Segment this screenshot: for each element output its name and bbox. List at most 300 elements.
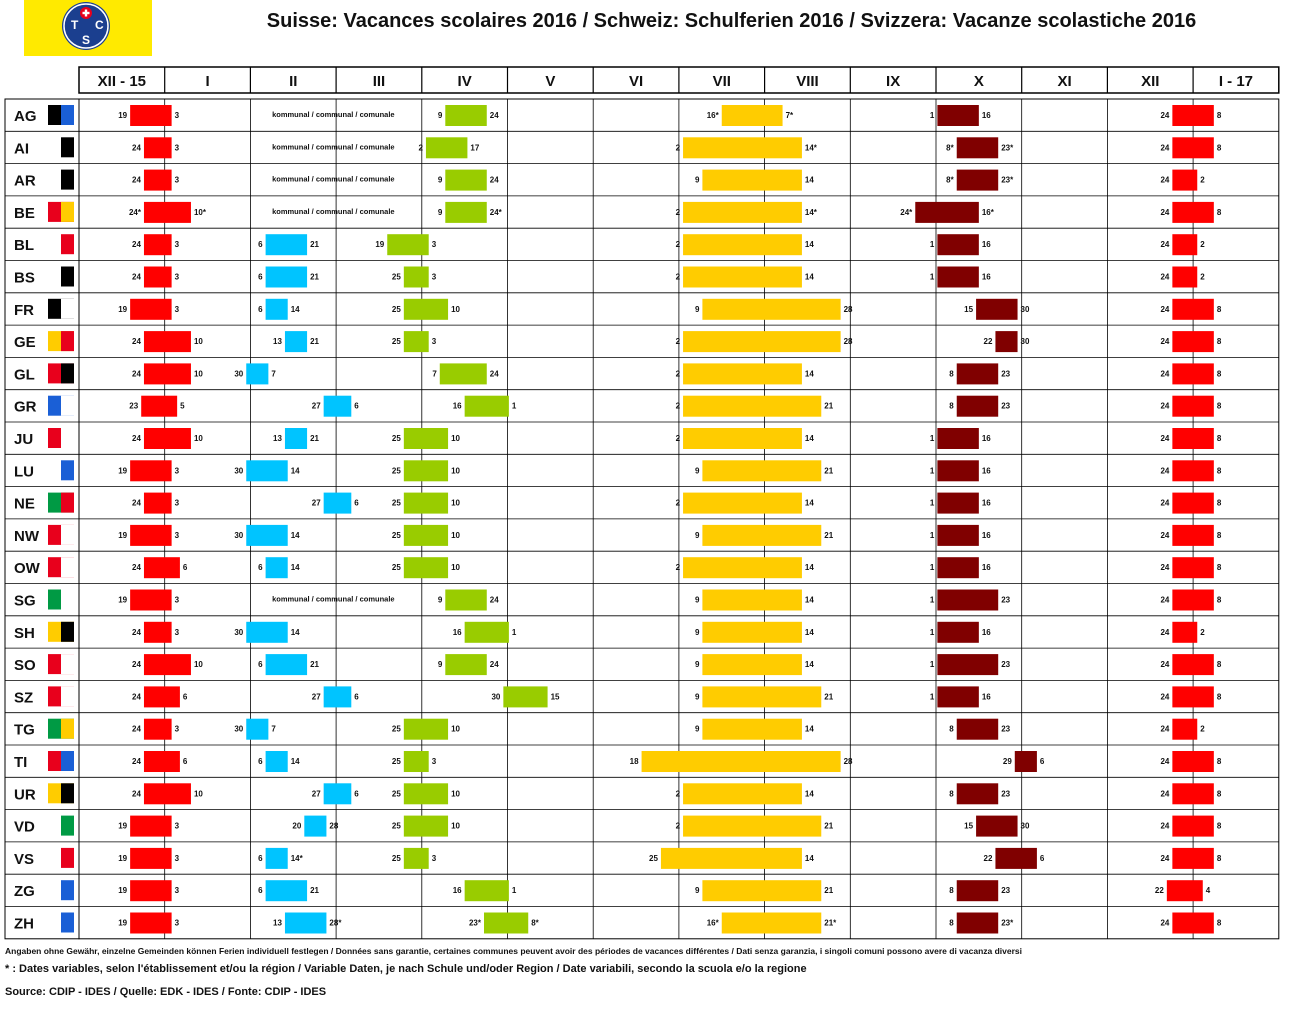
bar-end-label: 6 xyxy=(182,757,188,766)
canton-code-gl: GL xyxy=(14,366,35,384)
canton-flag-icon-part xyxy=(61,267,74,287)
bar-summer xyxy=(683,202,802,223)
bar-end-label: 6 xyxy=(354,789,359,799)
month-label: X xyxy=(973,73,984,90)
bar-spring xyxy=(445,202,486,223)
bar-start-label: 8 xyxy=(949,789,954,799)
bar-end-label: 14 xyxy=(804,272,814,282)
disclaimer-note: Angaben ohne Gewähr, einzelne Gemeinden können Ferien individuell festlegen / Données sans garantie, certaines communes peuvent avoir des périodes de vacances différentes / Dati senza garanzia, i singoli comuni possono avere di vacanza diversi xyxy=(5,946,1023,956)
bar-end-label: 21 xyxy=(824,466,834,476)
bar-winter xyxy=(144,557,180,578)
bar-february xyxy=(266,848,288,869)
canton-row-be xyxy=(5,196,1279,223)
canton-code-bl: BL xyxy=(14,237,34,255)
bar-start-label: 2 xyxy=(675,143,681,153)
bar-end-label: 6 xyxy=(354,498,359,508)
bar-spring xyxy=(404,525,448,546)
bar-start-label: 9 xyxy=(694,627,700,637)
bar-start-label: 24 xyxy=(1160,530,1170,540)
bar-end-label: 16 xyxy=(981,240,991,250)
bar-winter xyxy=(1172,202,1213,223)
bar-start-label: 19 xyxy=(375,240,385,250)
bar-autumn xyxy=(937,686,978,707)
bar-summer xyxy=(702,460,821,481)
bar-end-label: 8 xyxy=(1216,563,1222,573)
bar-end-label: 3 xyxy=(431,337,437,347)
bar-winter xyxy=(1172,137,1213,158)
bar-start-label: 9 xyxy=(437,207,443,217)
bar-start-label: 9 xyxy=(694,692,700,702)
bar-spring xyxy=(404,751,429,772)
canton-code-sz: SZ xyxy=(14,689,34,707)
bar-end-label: 28* xyxy=(329,918,342,928)
bar-start-label: 27 xyxy=(311,498,321,508)
canton-flag-icon-part xyxy=(61,493,74,513)
bar-start-label: 25 xyxy=(391,304,401,314)
bar-february xyxy=(285,913,326,934)
canton-code-sg: SG xyxy=(14,592,36,610)
bar-winter xyxy=(144,686,180,707)
bar-end-label: 23 xyxy=(1001,789,1011,799)
bar-end-label: 3 xyxy=(174,498,180,508)
bar-end-label: 17 xyxy=(470,143,480,153)
bar-start-label: 24 xyxy=(1160,369,1170,379)
bar-end-label: 10 xyxy=(451,530,460,540)
bar-start-label: 19 xyxy=(118,530,128,540)
bar-start-label: 30 xyxy=(234,530,244,540)
bar-start-label: 24 xyxy=(1160,175,1170,185)
canton-flag-icon-part xyxy=(61,719,74,739)
bar-autumn xyxy=(995,848,1036,869)
bar-end-label: 1 xyxy=(511,627,517,637)
bar-end-label: 16 xyxy=(981,563,991,573)
bar-end-label: 6 xyxy=(1039,757,1045,766)
bar-end-label: 24 xyxy=(489,369,499,379)
bar-start-label: 8 xyxy=(949,724,954,734)
bar-winter xyxy=(1172,525,1213,546)
bar-end-label: 21 xyxy=(310,660,319,670)
bar-spring xyxy=(445,170,486,191)
canton-code-tg: TG xyxy=(14,721,35,739)
bar-end-label: 14 xyxy=(804,789,814,799)
canton-code-bs: BS xyxy=(14,269,35,287)
bar-winter xyxy=(1172,105,1213,126)
bar-start-label: 25 xyxy=(391,563,401,573)
bar-start-label: 2 xyxy=(675,498,681,508)
bar-start-label: 19 xyxy=(118,595,128,605)
bar-summer xyxy=(722,105,783,126)
canton-flag-icon-part xyxy=(61,686,74,706)
canton-row-ti xyxy=(5,745,1279,772)
canton-flag-icon-part xyxy=(61,202,74,222)
bar-end-label: 3 xyxy=(431,853,437,863)
month-label: IX xyxy=(886,73,901,90)
bar-start-label: 8* xyxy=(946,143,954,153)
bar-start-label: 9 xyxy=(437,660,443,670)
bar-start-label: 16* xyxy=(706,111,719,120)
bar-start-label: 27 xyxy=(311,789,321,799)
bar-start-label: 24 xyxy=(1160,853,1170,863)
bar-end-label: 4 xyxy=(1205,886,1211,896)
bar-start-label: 23* xyxy=(468,918,482,928)
bar-start-label: 1 xyxy=(929,563,935,573)
bar-start-label: 9 xyxy=(437,595,443,605)
bar-spring xyxy=(404,299,448,320)
bar-start-label: 24 xyxy=(132,240,141,250)
bar-autumn xyxy=(957,137,998,158)
bar-end-label: 23* xyxy=(1001,143,1014,153)
bar-start-label: 6 xyxy=(258,660,263,670)
bar-end-label: 8 xyxy=(1216,498,1222,508)
canton-flag-icon-part xyxy=(61,654,74,674)
bar-end-label: 21 xyxy=(310,434,319,443)
canton-code-ai: AI xyxy=(14,140,29,158)
bar-end-label: 3 xyxy=(174,886,180,896)
bar-winter xyxy=(130,460,171,481)
bar-start-label: 24 xyxy=(1160,692,1170,702)
canton-row-nw xyxy=(5,519,1279,546)
bar-autumn xyxy=(937,525,978,546)
canton-row-ur xyxy=(5,777,1279,804)
bar-february xyxy=(304,816,326,837)
bar-end-label: 10 xyxy=(193,337,203,347)
bar-spring xyxy=(404,493,448,514)
bar-summer xyxy=(683,816,821,837)
bar-spring xyxy=(445,590,486,611)
bar-start-label: 1 xyxy=(929,111,935,120)
bar-end-label: 16 xyxy=(981,692,991,702)
bar-summer xyxy=(702,525,821,546)
canton-code-be: BE xyxy=(14,204,35,222)
bar-start-label: 1 xyxy=(929,530,935,540)
bar-spring xyxy=(445,105,486,126)
bar-end-label: 8 xyxy=(1216,660,1222,670)
bar-start-label: 8* xyxy=(946,175,954,185)
logo-letter-t: T xyxy=(71,18,79,32)
canton-flag-icon-part xyxy=(61,557,74,577)
bar-start-label: 27 xyxy=(311,692,321,702)
canton-flag-icon-part xyxy=(61,299,74,319)
bar-end-label: 3 xyxy=(174,466,180,476)
bar-end-label: 10 xyxy=(451,466,460,476)
bar-start-label: 30 xyxy=(234,466,244,476)
bar-end-label: 3 xyxy=(431,240,437,250)
canton-row-vs xyxy=(5,842,1279,869)
canton-flag-icon-part xyxy=(61,331,74,351)
canton-flag-icon-part xyxy=(61,525,74,545)
bar-start-label: 25 xyxy=(391,466,401,476)
month-label: VIII xyxy=(796,73,819,90)
bar-end-label: 14 xyxy=(804,627,814,637)
bar-start-label: 24* xyxy=(128,207,141,217)
bar-start-label: 16 xyxy=(452,886,462,896)
bar-winter xyxy=(130,525,171,546)
bar-winter xyxy=(130,105,171,126)
bar-start-label: 22 xyxy=(983,337,993,347)
bar-end-label: 6 xyxy=(182,563,188,573)
bar-end-label: 8 xyxy=(1216,369,1222,379)
bar-end-label: 16 xyxy=(981,434,991,443)
bar-start-label: 8 xyxy=(949,401,954,411)
canton-code-ar: AR xyxy=(14,172,36,190)
bar-autumn xyxy=(995,331,1017,352)
bar-february xyxy=(324,783,352,804)
bar-end-label: 6 xyxy=(1039,853,1045,863)
bar-autumn xyxy=(957,396,998,417)
canton-row-sh xyxy=(5,616,1279,643)
bar-winter xyxy=(130,299,171,320)
bar-end-label: 14 xyxy=(290,627,300,637)
bar-start-label: 24 xyxy=(1160,724,1170,734)
bar-start-label: 19 xyxy=(118,304,128,314)
bar-end-label: 8 xyxy=(1216,789,1222,799)
bar-start-label: 19 xyxy=(118,918,128,928)
bar-end-label: 10 xyxy=(451,821,460,831)
canton-code-vs: VS xyxy=(14,850,35,868)
bar-end-label: 14* xyxy=(290,853,303,863)
communal-label: kommunal / communal / comunale xyxy=(272,142,395,152)
bar-winter xyxy=(144,654,191,675)
bar-end-label: 30 xyxy=(1020,304,1030,314)
bar-end-label: 8 xyxy=(1216,337,1222,347)
bar-start-label: 25 xyxy=(391,789,401,799)
bar-end-label: 10 xyxy=(193,369,203,379)
bar-start-label: 24 xyxy=(1160,272,1170,282)
bar-end-label: 8 xyxy=(1216,304,1222,314)
communal-label: kommunal / communal / comunale xyxy=(272,206,395,216)
bar-spring xyxy=(484,913,528,934)
bar-start-label: 1 xyxy=(929,660,935,670)
bar-end-label: 23 xyxy=(1001,595,1011,605)
bar-end-label: 30 xyxy=(1020,821,1030,831)
bar-winter xyxy=(144,493,172,514)
bar-spring xyxy=(440,363,487,384)
bar-start-label: 13 xyxy=(273,918,282,928)
bar-summer xyxy=(683,234,802,255)
bar-start-label: 6 xyxy=(258,886,263,896)
canton-row-gl xyxy=(5,357,1279,384)
canton-row-bs xyxy=(5,261,1279,288)
bar-end-label: 30 xyxy=(1020,337,1030,347)
bar-end-label: 7 xyxy=(271,724,276,734)
canton-flag-icon-part xyxy=(61,170,74,190)
communal-label: kommunal / communal / comunale xyxy=(272,174,395,184)
canton-row-so xyxy=(5,648,1279,675)
bar-start-label: 15 xyxy=(964,304,974,314)
canton-code-zh: ZH xyxy=(14,915,34,933)
canton-code-vd: VD xyxy=(14,818,35,836)
bar-start-label: 22 xyxy=(983,853,993,863)
bar-start-label: 2 xyxy=(675,563,681,573)
bar-start-label: 20 xyxy=(292,821,302,831)
bar-start-label: 24 xyxy=(1160,466,1170,476)
bar-start-label: 25 xyxy=(391,724,401,734)
bar-end-label: 16 xyxy=(981,498,991,508)
bar-start-label: 24 xyxy=(132,175,141,185)
bar-start-label: 9 xyxy=(694,724,700,734)
bar-autumn xyxy=(937,590,998,611)
bar-start-label: 24 xyxy=(132,757,141,766)
bar-start-label: 2 xyxy=(675,240,681,250)
bar-end-label: 16 xyxy=(981,466,991,476)
bar-start-label: 24 xyxy=(1160,595,1170,605)
bar-start-label: 24 xyxy=(1160,240,1170,250)
bar-end-label: 8 xyxy=(1216,853,1222,863)
bar-end-label: 24 xyxy=(489,660,499,670)
bar-start-label: 24 xyxy=(132,272,141,282)
bar-autumn xyxy=(937,622,978,643)
bar-february xyxy=(266,234,307,255)
bar-end-label: 10 xyxy=(451,724,460,734)
bar-start-label: 2 xyxy=(675,369,681,379)
bar-end-label: 8* xyxy=(531,918,539,928)
canton-code-ag: AG xyxy=(14,108,37,125)
bar-end-label: 2 xyxy=(1200,627,1205,637)
canton-row-fr xyxy=(5,293,1279,320)
canton-code-ne: NE xyxy=(14,495,35,513)
canton-flag-icon-part xyxy=(61,622,74,642)
bar-start-label: 24 xyxy=(1160,207,1170,217)
bar-winter xyxy=(1172,686,1213,707)
bar-end-label: 6 xyxy=(354,692,359,702)
canton-code-ge: GE xyxy=(14,334,36,352)
bar-winter xyxy=(144,363,191,384)
bar-winter xyxy=(1172,751,1213,772)
bar-end-label: 21 xyxy=(310,272,319,282)
bar-start-label: 2 xyxy=(675,401,681,411)
bar-end-label: 10 xyxy=(451,304,460,314)
bar-autumn xyxy=(1015,751,1037,772)
bar-winter xyxy=(1172,396,1213,417)
logo-letter-c: C xyxy=(95,18,104,32)
bar-start-label: 24 xyxy=(132,337,141,347)
bar-summer xyxy=(683,783,802,804)
bar-autumn xyxy=(915,202,979,223)
bar-end-label: 3 xyxy=(174,111,180,120)
communal-label: kommunal / communal / comunale xyxy=(272,110,395,119)
bar-end-label: 28 xyxy=(843,337,853,347)
bar-summer xyxy=(702,170,802,191)
canton-code-so: SO xyxy=(14,657,36,675)
bar-end-label: 21 xyxy=(310,886,319,896)
bar-start-label: 24 xyxy=(132,498,141,508)
canton-code-ju: JU xyxy=(14,431,34,448)
bar-end-label: 14 xyxy=(804,724,814,734)
bar-start-label: 2 xyxy=(675,272,681,282)
bar-start-label: 1 xyxy=(929,240,935,250)
bar-start-label: 1 xyxy=(929,692,935,702)
bar-start-label: 6 xyxy=(258,757,263,766)
bar-end-label: 8 xyxy=(1216,401,1222,411)
canton-row-sz xyxy=(5,680,1279,707)
bar-end-label: 23* xyxy=(1001,918,1014,928)
bar-end-label: 3 xyxy=(174,724,180,734)
bar-start-label: 13 xyxy=(273,434,282,443)
bar-start-label: 6 xyxy=(258,563,263,573)
bar-end-label: 8 xyxy=(1216,595,1222,605)
bar-end-label: 15 xyxy=(550,692,560,702)
bar-end-label: 14 xyxy=(290,304,300,314)
bar-start-label: 24 xyxy=(1160,111,1170,120)
bar-end-label: 24 xyxy=(489,111,499,120)
bar-start-label: 30 xyxy=(234,724,244,734)
bar-start-label: 9 xyxy=(694,304,700,314)
bar-start-label: 27 xyxy=(311,401,321,411)
bar-start-label: 25 xyxy=(391,757,401,766)
bar-start-label: 9 xyxy=(694,530,700,540)
bar-end-label: 3 xyxy=(174,853,180,863)
canton-flag-icon-part xyxy=(61,105,74,125)
bar-end-label: 2 xyxy=(1200,272,1205,282)
bar-end-label: 3 xyxy=(431,757,437,766)
bar-summer xyxy=(683,557,802,578)
bar-spring xyxy=(465,880,509,901)
bar-autumn xyxy=(957,913,998,934)
bar-winter xyxy=(1172,363,1213,384)
month-label: III xyxy=(372,73,386,90)
month-label: XII xyxy=(1141,73,1160,90)
bar-winter xyxy=(1172,460,1213,481)
canton-flag-icon-part xyxy=(61,880,74,900)
bar-end-label: 3 xyxy=(174,918,180,928)
bar-end-label: 14 xyxy=(290,757,300,766)
bar-end-label: 8 xyxy=(1216,530,1222,540)
bar-start-label: 25 xyxy=(649,853,658,863)
bar-end-label: 10 xyxy=(193,789,203,799)
bar-start-label: 25 xyxy=(391,530,401,540)
canton-flag-icon-part xyxy=(61,848,74,868)
bar-autumn xyxy=(976,299,1017,320)
bar-end-label: 8 xyxy=(1216,918,1222,928)
bar-spring xyxy=(404,816,448,837)
bar-end-label: 10 xyxy=(451,789,460,799)
canton-code-fr: FR xyxy=(14,301,34,319)
bar-end-label: 23* xyxy=(1001,175,1014,185)
month-label: II xyxy=(289,73,298,90)
bar-end-label: 8 xyxy=(1216,434,1222,443)
bar-start-label: 7 xyxy=(432,369,437,379)
bar-start-label: 19 xyxy=(118,111,128,120)
bar-spring xyxy=(465,396,509,417)
bar-end-label: 16 xyxy=(981,627,991,637)
bar-end-label: 23 xyxy=(1001,724,1011,734)
canton-code-ow: OW xyxy=(14,560,40,578)
bar-summer xyxy=(702,622,802,643)
bar-end-label: 14 xyxy=(290,530,300,540)
canton-row-lu xyxy=(5,454,1279,481)
bar-february xyxy=(285,428,307,449)
bar-start-label: 9 xyxy=(694,595,700,605)
bar-end-label: 28 xyxy=(843,304,853,314)
bar-start-label: 24 xyxy=(132,627,141,637)
bar-start-label: 19 xyxy=(118,466,128,476)
bar-summer xyxy=(722,913,822,934)
bar-start-label: 6 xyxy=(258,272,263,282)
bar-autumn xyxy=(937,493,978,514)
canton-row-ag xyxy=(14,105,1222,126)
bar-spring xyxy=(503,686,547,707)
bar-spring xyxy=(404,783,448,804)
bar-end-label: 23 xyxy=(1001,660,1011,670)
bar-february xyxy=(266,557,288,578)
bar-spring xyxy=(404,719,448,740)
bar-end-label: 14 xyxy=(804,853,814,863)
canton-row-bl xyxy=(5,228,1279,255)
bar-spring xyxy=(404,848,429,869)
bar-february xyxy=(285,331,307,352)
bar-winter xyxy=(144,137,172,158)
bar-february xyxy=(324,396,352,417)
